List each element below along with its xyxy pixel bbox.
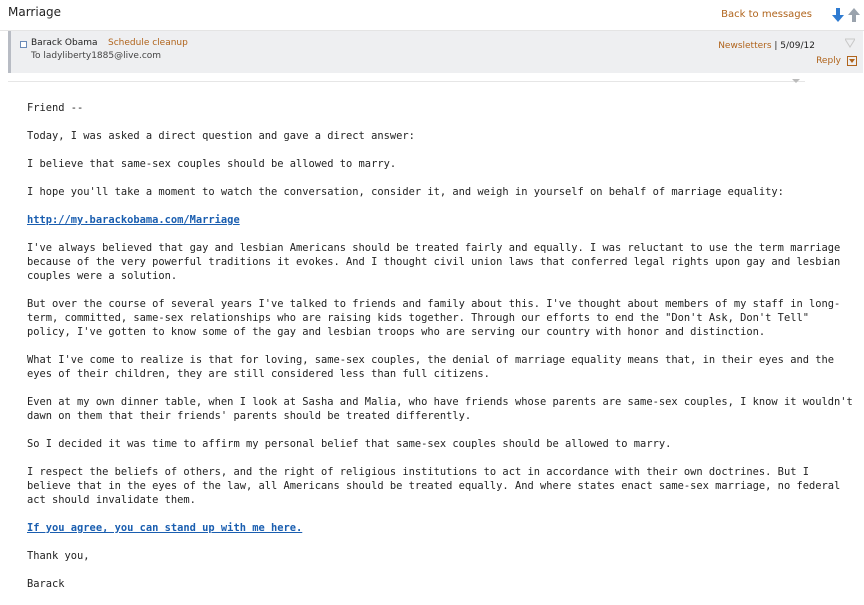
paragraph-8: So I decided it was time to affirm my personal belief that same-sex couples should be allowed to marry. xyxy=(27,438,672,450)
paragraph-9: I respect the beliefs of others, and the right of religious institutions to act in accordance with their own doctrines. But I believe that in the eyes of the law, all Americans should be treated equally. And where states enact same-sex marriage, no federal act should invalidate them. xyxy=(27,466,841,506)
flag-icon[interactable] xyxy=(845,38,855,48)
message-toolbar xyxy=(0,0,864,31)
paragraph-4: I've always believed that gay and lesbian Americans should be treated fairly and equally. I was reluctant to use the term marriage because of the very powerful traditions it evokes. And I thought civil union laws that conferred legal rights upon gay and lesbian couples were a solution. xyxy=(27,242,841,282)
arrow-down-icon[interactable] xyxy=(832,8,844,22)
message-header xyxy=(8,31,863,73)
paragraph-5: But over the course of several years I've talked to friends and family about this. I've thought about members of my staff in long-term, committed, same-sex relationships who are raising kids together. Through our efforts to end the "Don't Ask, Don't Tell" policy, I've gotten to know some of the gay and lesbian troops who are serving our country with honor and distinction. xyxy=(27,298,841,338)
reply-button[interactable]: Reply xyxy=(816,56,841,66)
paragraph-7: Even at my own dinner table, when I look at Sasha and Malia, who have friends whose parents are same-sex couples, I know it wouldn't dawn on them that their friends' parents should be treated differently. xyxy=(27,396,853,422)
stand-up-link[interactable]: If you agree, you can stand up with me here. xyxy=(27,522,303,534)
message-subject: Marriage xyxy=(8,5,62,19)
paragraph-6: What I've come to realize is that for loving, same-sex couples, the denial of marriage equality means that, in their eyes and the eyes of their children, they are still considered less than full citizens. xyxy=(27,354,834,380)
signature: Barack xyxy=(27,578,65,590)
header-divider xyxy=(8,81,805,82)
select-checkbox[interactable] xyxy=(20,41,27,48)
link-paragraph-2 xyxy=(27,521,857,535)
sender-name[interactable]: Barack Obama xyxy=(31,38,98,48)
meta-separator: | xyxy=(771,41,781,51)
paragraph-2: I believe that same-sex couples should be allowed to marry. xyxy=(27,158,397,170)
message-meta xyxy=(718,41,815,51)
arrow-up-icon[interactable] xyxy=(848,8,860,22)
message-body xyxy=(27,101,857,605)
message-date: 5/09/12 xyxy=(780,41,815,51)
schedule-cleanup-link[interactable]: Schedule cleanup xyxy=(108,38,188,48)
recipient-line: To ladyliberty1885@live.com xyxy=(31,51,162,61)
greeting: Friend -- xyxy=(27,102,84,114)
marriage-link[interactable]: http://my.barackobama.com/Marriage xyxy=(27,214,240,226)
paragraph-3: I hope you'll take a moment to watch the conversation, consider it, and weigh in yourself on behalf of marriage equality: xyxy=(27,186,784,198)
back-to-messages-link[interactable]: Back to messages xyxy=(721,9,812,20)
collapse-icon[interactable] xyxy=(792,79,800,83)
category-link[interactable]: Newsletters xyxy=(718,41,772,51)
closing: Thank you, xyxy=(27,550,90,562)
paragraph-1: Today, I was asked a direct question and gave a direct answer: xyxy=(27,130,415,142)
link-paragraph-1 xyxy=(27,213,857,227)
reply-dropdown-icon[interactable] xyxy=(847,56,857,66)
